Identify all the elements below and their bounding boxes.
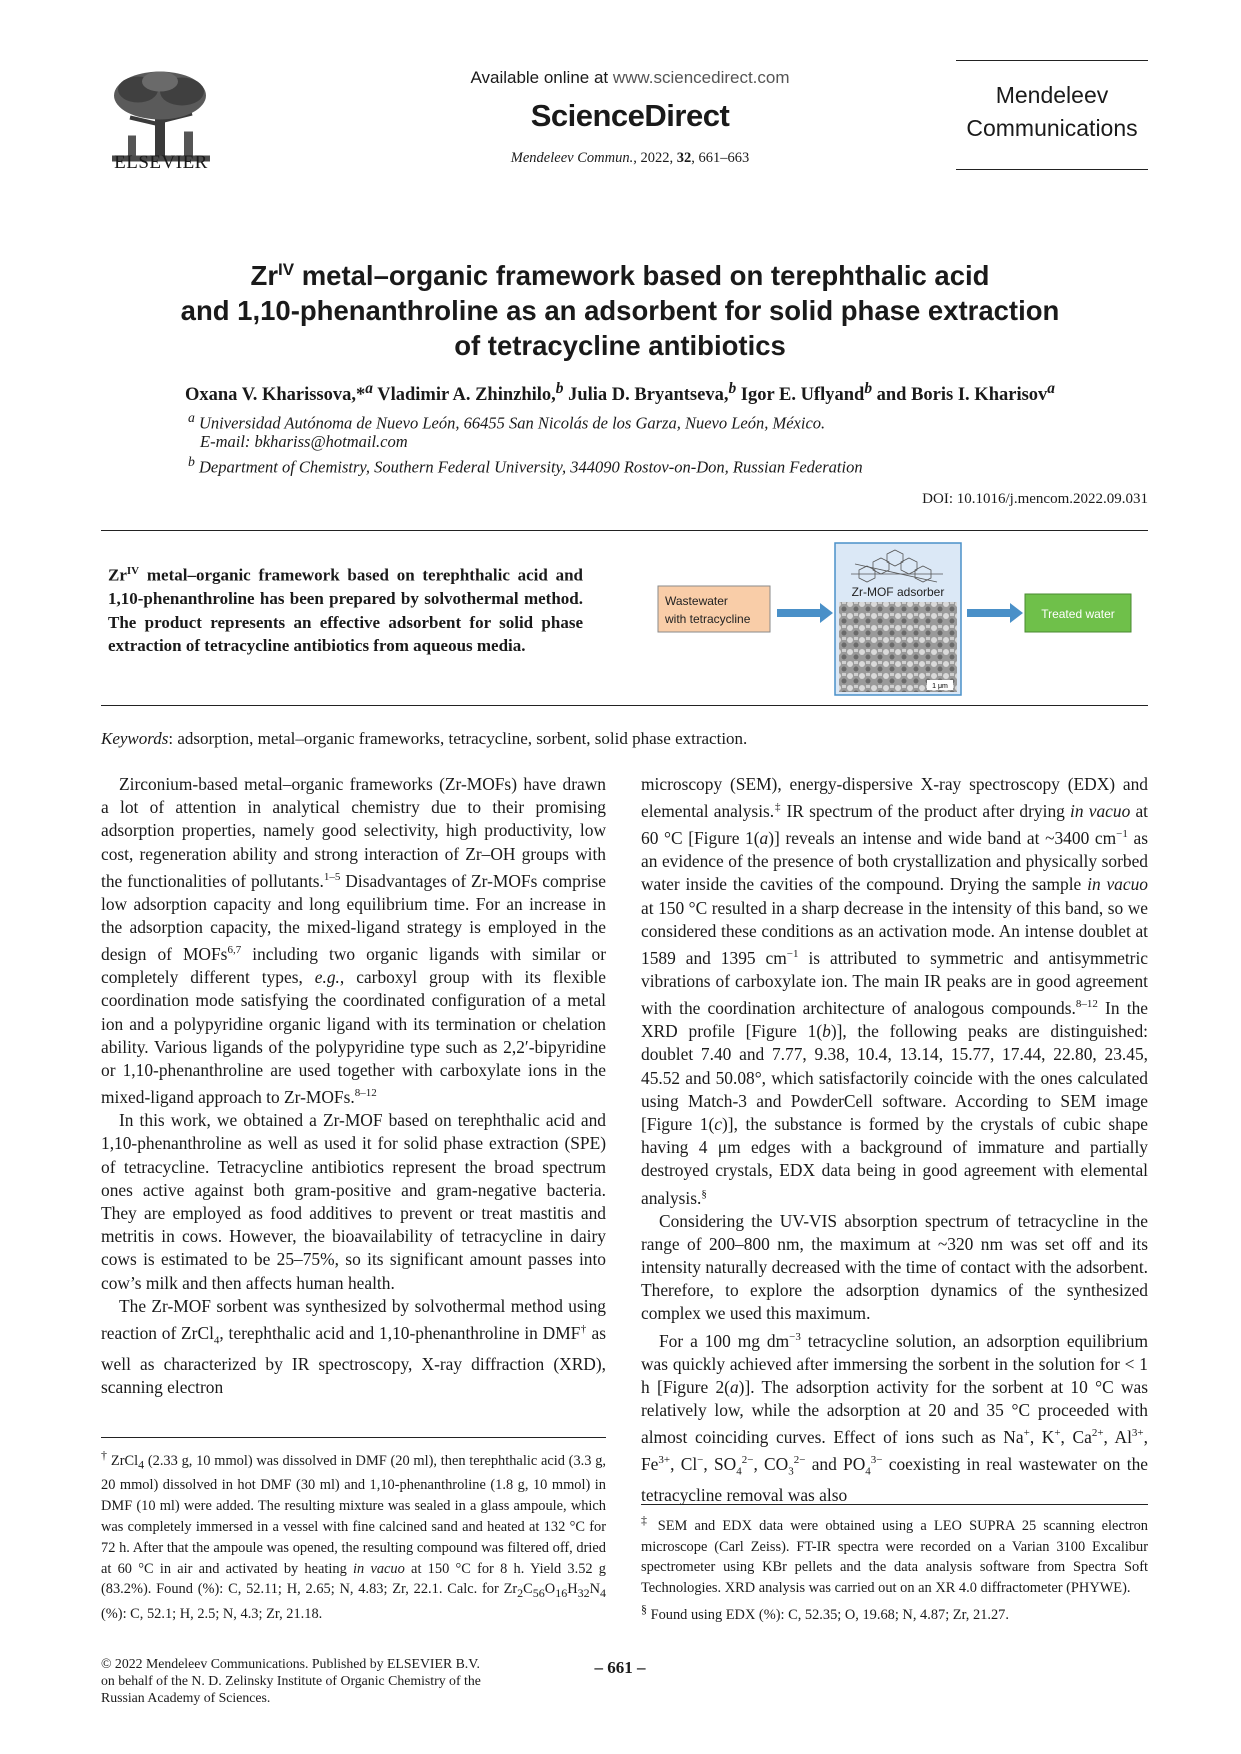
paragraph: For a 100 mg $dm^{-3}$ tetracycline solution, an adsorption equilibrium was quickly achieved after immersing the sorbent in the solution for < 1 h [Figure 2(a)]. The adsorption activity for the sorbent at 10 °C was relatively low, while the adsorption at 20 and 35 °C proceeded with almost coinciding curves. Effect of ions such as Na+, K+, $Ca^{2+}$, $Al^{3+}$, $Fe^{3+}$, Cl−, $SO_4^{2-}$, $CO_3^{2-}$ and $PO_4^{3-}$ coexisting in real wastewater on the tetracycline removal was also [641, 1330, 1148, 1505]
author-list: Oxana V. Kharissova,*$^a$ Vladimir A. Zhinzhilo,$^b$ Julia D. Bryantseva,$^b$ Igor E. Uflyand$^b$ and Boris I. Kharisov$^a$ [185, 380, 1055, 406]
footnote-rule [101, 1437, 606, 1438]
footnote-rule [641, 1504, 1148, 1505]
wastewater-label-line2: with tetracycline [665, 612, 751, 626]
paragraph: In this work, we obtained a Zr-MOF based on terephthalic acid and 1,10-phenanthroline as well as used it for solid phase extraction (SPE) of tetracycline. Tetracycline antibiotics represent the broad spectrum ones active against both gram-positive and gram-negative bacteria. They are employed as food additives to prevent or treat mastitis and metritis in cows. However, the bioavailability of tetracycline in dairy cows is estimated to be 25–75%, so its significant amount passes into cow’s milk and then affects human health. [101, 1110, 606, 1293]
body-column-left [101, 773, 606, 1399]
divider-bottom [101, 705, 1148, 706]
affiliation-a: $^a$ Universidad Autónoma de Nuevo León, 66455 San Nicolás de los Garza, Nuevo León, México. [188, 410, 826, 433]
paragraph: Zirconium-based metal–organic frameworks (Zr-MOFs) have drawn a lot of attention in analytical chemistry due to their promising adsorption properties, namely good selectivity, high productivity, low cost, regeneration ability and strong interaction of Zr–OH groups with the functionalities of pollutants.$^{1-5}$ Disadvantages of Zr-MOFs comprise low adsorption capacity and long equilibrium time. For an increase in the adsorption capacity, the mixed-ligand strategy is employed in the design of MOFs$^{6,7}$ including two organic ligands with similar or completely different types, e.g., carboxyl group with its flexible coordination mode satisfying the coordinated configuration of a metal ion and a polypyridine organic ligand with its termination or chelation ability. Various ligands of the polypyridine type such as 2,2′-bipyridine or 1,10-phenanthroline are used together with carboxylate ions in the mixed-ligand approach to Zr-MOFs.$^{8-12}$ [101, 774, 607, 1108]
arrow-right-icon [967, 603, 1023, 623]
sem-image [839, 602, 957, 692]
body-column-right [641, 773, 1148, 1507]
keywords: Keywords: adsorption, metal–organic frameworks, tetracycline, sorbent, solid phase extraction. [101, 729, 748, 748]
affiliation-b: $^b$ Department of Chemistry, Southern Federal University, 344090 Rostov-on-Don, Russian Federation [188, 454, 863, 477]
affiliation-email: E-mail: bkhariss@hotmail.com [200, 432, 408, 451]
wastewater-label-line1: Wastewater [665, 594, 728, 608]
zr-mof-label: Zr-MOF adsorber [851, 585, 945, 599]
footnote-synthesis: † ZrCl$_4$ (2.33 g, 10 mmol) was dissolved in DMF (20 ml), then terephthalic acid (3.3 g, 20 mmol) dissolved in hot DMF (30 ml) and 1,10-phenanthroline (1.8 g, 10 mmol) in DMF (10 ml) were added. The resulting mixture was sealed in a glass ampoule, which was completely immersed in a vessel with fine calcined sand and heated at 132 °C for 72 h. After that the ampoule was opened, the resulting compound was filtered off, dried at 60 °C in air and activated by heating in vacuo at 150 °C for 8 h. Yield 3.52 g (83.2%). Found (%): C, 52.11; H, 2.65; N, 4.83; Zr, 22.1. Calc. for $Zr_2C_{56}O_{16}H_{32}N_4$ (%): C, 52.1; H, 2.5; N, 4.3; Zr, 21.18. [101, 1448, 607, 1623]
footnote-instruments: ‡ SEM and EDX data were obtained using a LEO SUPRA 25 scanning electron microscope (Carl Zeiss). FT-IR spectra were recorded on a Varian 3100 Excalibur spectrometer using KBr pellets and the data analysis software from Spectra Soft Technologies. XRD analysis was carried out on an XR 4.0 diffractometer (PHYWE). § Found using EDX (%): C, 52.35; O, 19.68; N, 4.87; Zr, 21.27. [641, 1513, 1149, 1623]
available-online-line: Available online at www.sciencedirect.com [470, 68, 790, 87]
sciencedirect-link[interactable]: www.sciencedirect.com [612, 68, 790, 87]
scale-bar-label: 1 μm [932, 683, 948, 690]
divider-top [101, 530, 1148, 531]
publisher-name: ELSEVIER [114, 152, 208, 173]
graphical-abstract-diagram [655, 540, 1135, 698]
copyright-notice: © 2022 Mendeleev Communications. Published by ELSEVIER B.V. on behalf of the N. D. Zelinsky Institute of Organic Chemistry of the Russian Academy of Sciences. [101, 1656, 481, 1705]
treated-water-label: Treated water [1041, 607, 1115, 621]
journal-name-line2: Communications [966, 115, 1138, 141]
article-title: $Zr^{IV}$ metal–organic framework based on terephthalic acid and 1,10-phenanthroline as an adsorbent for solid phase extraction of tetracycline antibiotics [180, 260, 1060, 362]
page-number: – 661 – [594, 1658, 646, 1677]
citation: Mendeleev Commun., 2022, 32, 661–663 [510, 150, 750, 166]
sciencedirect-brand: ScienceDirect [530, 98, 730, 133]
journal-title-box [956, 60, 1148, 170]
paragraph: The Zr-MOF sorbent was synthesized by solvothermal method using reaction of ZrCl$_4$, terephthalic acid and 1,10-phenanthroline in DMF† as well as characterized by IR spectroscopy, X-ray diffraction (XRD), scanning electron [101, 1295, 607, 1397]
paragraph: microscopy (SEM), energy-dispersive X-ray spectroscopy (EDX) and elemental analysis.‡ IR spectrum of the product after drying in vacuo at 60 °C [Figure 1(a)] reveals an intense and wide band at ~3400 $cm^{-1}$ as an evidence of the presence of both crystallization and physically sorbed water inside the cavities of the compound. Drying the sample in vacuo at 150 °C resulted in a sharp decrease in the intensity of this band, so we considered these conditions as an activation mode. An intense doublet at 1589 and 1395 $cm^{-1}$ is attributed to symmetric and antisymmetric vibrations of carboxylate ion. The main IR peaks are in good agreement with the coordination architecture of analogous compounds.$^{8-12}$ In the XRD profile [Figure 1(b)], the following peaks are distinguished: doublet 7.40 and 7.77, 9.38, 10.4, 13.14, 15.77, 17.44, 22.80, 23.45, 45.52 and 50.08°, which satisfactorily coincide with the ones calculated using Match-3 and PowderCell software. According to SEM image [Figure 1(c)], the substance is formed by the crystals of cubic shape having 4 μm edges with a background of immature and partially destroyed crystals, EDX data being in good agreement with elemental analysis.§ [641, 774, 1148, 1208]
doi: DOI: 10.1016/j.mencom.2022.09.031 [922, 491, 1148, 507]
paragraph: Considering the UV-VIS absorption spectrum of tetracycline in the range of 200–800 nm, the maximum at ~320 nm was set off and its intensity naturally decreased with the time of contact with the adsorbent. Therefore, to explore the adsorption dynamics of the synthesized complex we used this maximum. [641, 1210, 1148, 1324]
graphical-abstract-text: $Zr^{IV}$ metal–organic framework based on terephthalic acid and 1,10-phenanthroline has been prepared by solvothermal method. The product represents an effective adsorbent for solid phase extraction of tetracycline antibiotics from aqueous media. [108, 565, 583, 656]
arrow-right-icon [777, 603, 833, 623]
journal-name-line1: Mendeleev [995, 82, 1109, 108]
